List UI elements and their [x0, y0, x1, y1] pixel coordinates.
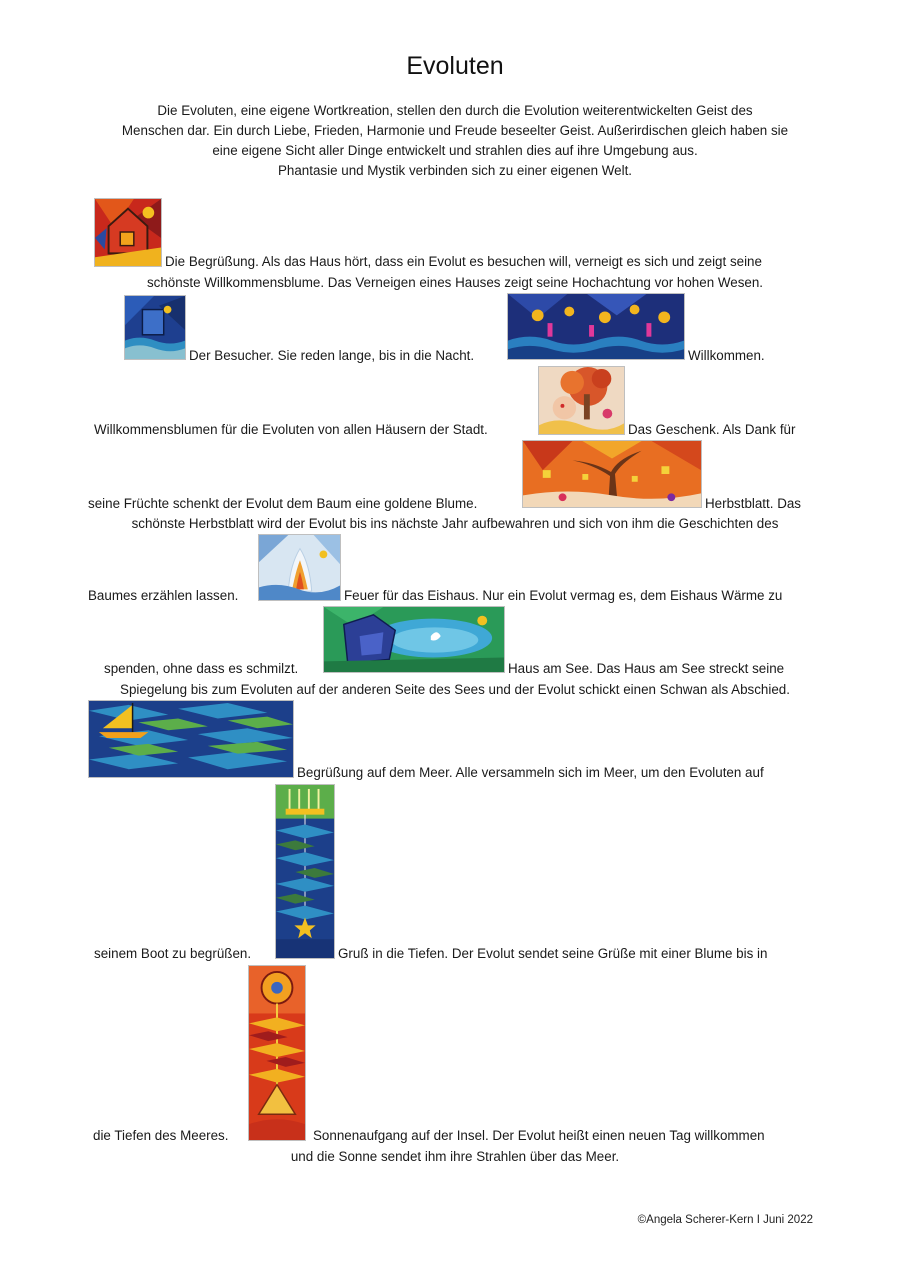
text-line: Gruß in die Tiefen. Der Evolut sendet seine Grüße mit einer Blume bis in: [338, 946, 768, 961]
text-line: schönste Willkommensblume. Das Verneigen eines Hauses zeigt seine Hochachtung vor hohen Wesen.: [146, 275, 764, 290]
artwork-eishaus: [258, 534, 341, 601]
text-line: die Tiefen des Meeres.: [93, 1128, 229, 1143]
text-line: Haus am See. Das Haus am See streckt seine: [508, 661, 785, 676]
text-line: Der Besucher. Sie reden lange, bis in die Nacht.: [189, 348, 475, 363]
text-line: und die Sonne sendet ihm ihre Strahlen über das Meer.: [290, 1149, 620, 1164]
page-title: Evoluten: [406, 52, 504, 80]
intro-line: Die Evoluten, eine eigene Wortkreation, stellen den durch die Evolution weiterentwickelten Geist des: [157, 103, 753, 118]
intro-line: Menschen dar. Ein durch Liebe, Frieden, Harmonie und Freude beseelter Geist. Außerirdischen gleich haben sie: [121, 123, 789, 138]
intro-line: eine eigene Sicht aller Dinge entwickelt und strahlen dies auf ihre Umgebung aus.: [212, 143, 698, 158]
artwork-begruessung: [94, 198, 162, 267]
text-line: Das Geschenk. Als Dank für: [628, 422, 796, 437]
text-line: Spiegelung bis zum Evoluten auf der anderen Seite des Sees und der Evolut schickt einen Schwan als Abschied.: [120, 682, 790, 697]
text-line: seine Früchte schenkt der Evolut dem Baum eine goldene Blume.: [88, 496, 478, 511]
artwork-sonnenaufgang: [248, 965, 306, 1141]
artwork-willkommen: [507, 293, 685, 360]
text-line: Willkommensblumen für die Evoluten von allen Häusern der Stadt.: [94, 422, 488, 437]
text-line: seinem Boot zu begrüßen.: [94, 946, 252, 961]
intro-line: Phantasie und Mystik verbinden sich zu einer eigenen Welt.: [277, 163, 633, 178]
text-line: Herbstblatt. Das: [705, 496, 802, 511]
intro-paragraph: [90, 101, 820, 181]
text-line: Sonnenaufgang auf der Insel. Der Evolut heißt einen neuen Tag willkommen: [313, 1128, 765, 1143]
text-line: Die Begrüßung. Als das Haus hört, dass ein Evolut es besuchen will, verneigt es sich und zeigt seine: [165, 254, 762, 269]
artwork-herbstblatt: [522, 440, 702, 508]
artwork-meer: [88, 700, 294, 778]
text-line: spenden, ohne dass es schmilzt.: [104, 661, 299, 676]
copyright-notice: ©Angela Scherer-Kern I Juni 2022: [637, 1214, 813, 1226]
text-line: Feuer für das Eishaus. Nur ein Evolut vermag es, dem Eishaus Wärme zu: [344, 588, 783, 603]
artwork-tiefen: [275, 784, 335, 959]
text-line: Willkommen.: [688, 348, 765, 363]
artwork-geschenk: [538, 366, 625, 435]
text-line: Begrüßung auf dem Meer. Alle versammeln sich im Meer, um den Evoluten auf: [297, 765, 764, 780]
text-line: schönste Herbstblatt wird der Evolut bis ins nächste Jahr aufbewahren und sich von ihm die Geschichten des: [131, 516, 779, 531]
artwork-besucher: [124, 295, 186, 360]
artwork-haus-am-see: [323, 606, 505, 673]
text-line: Baumes erzählen lassen.: [88, 588, 239, 603]
